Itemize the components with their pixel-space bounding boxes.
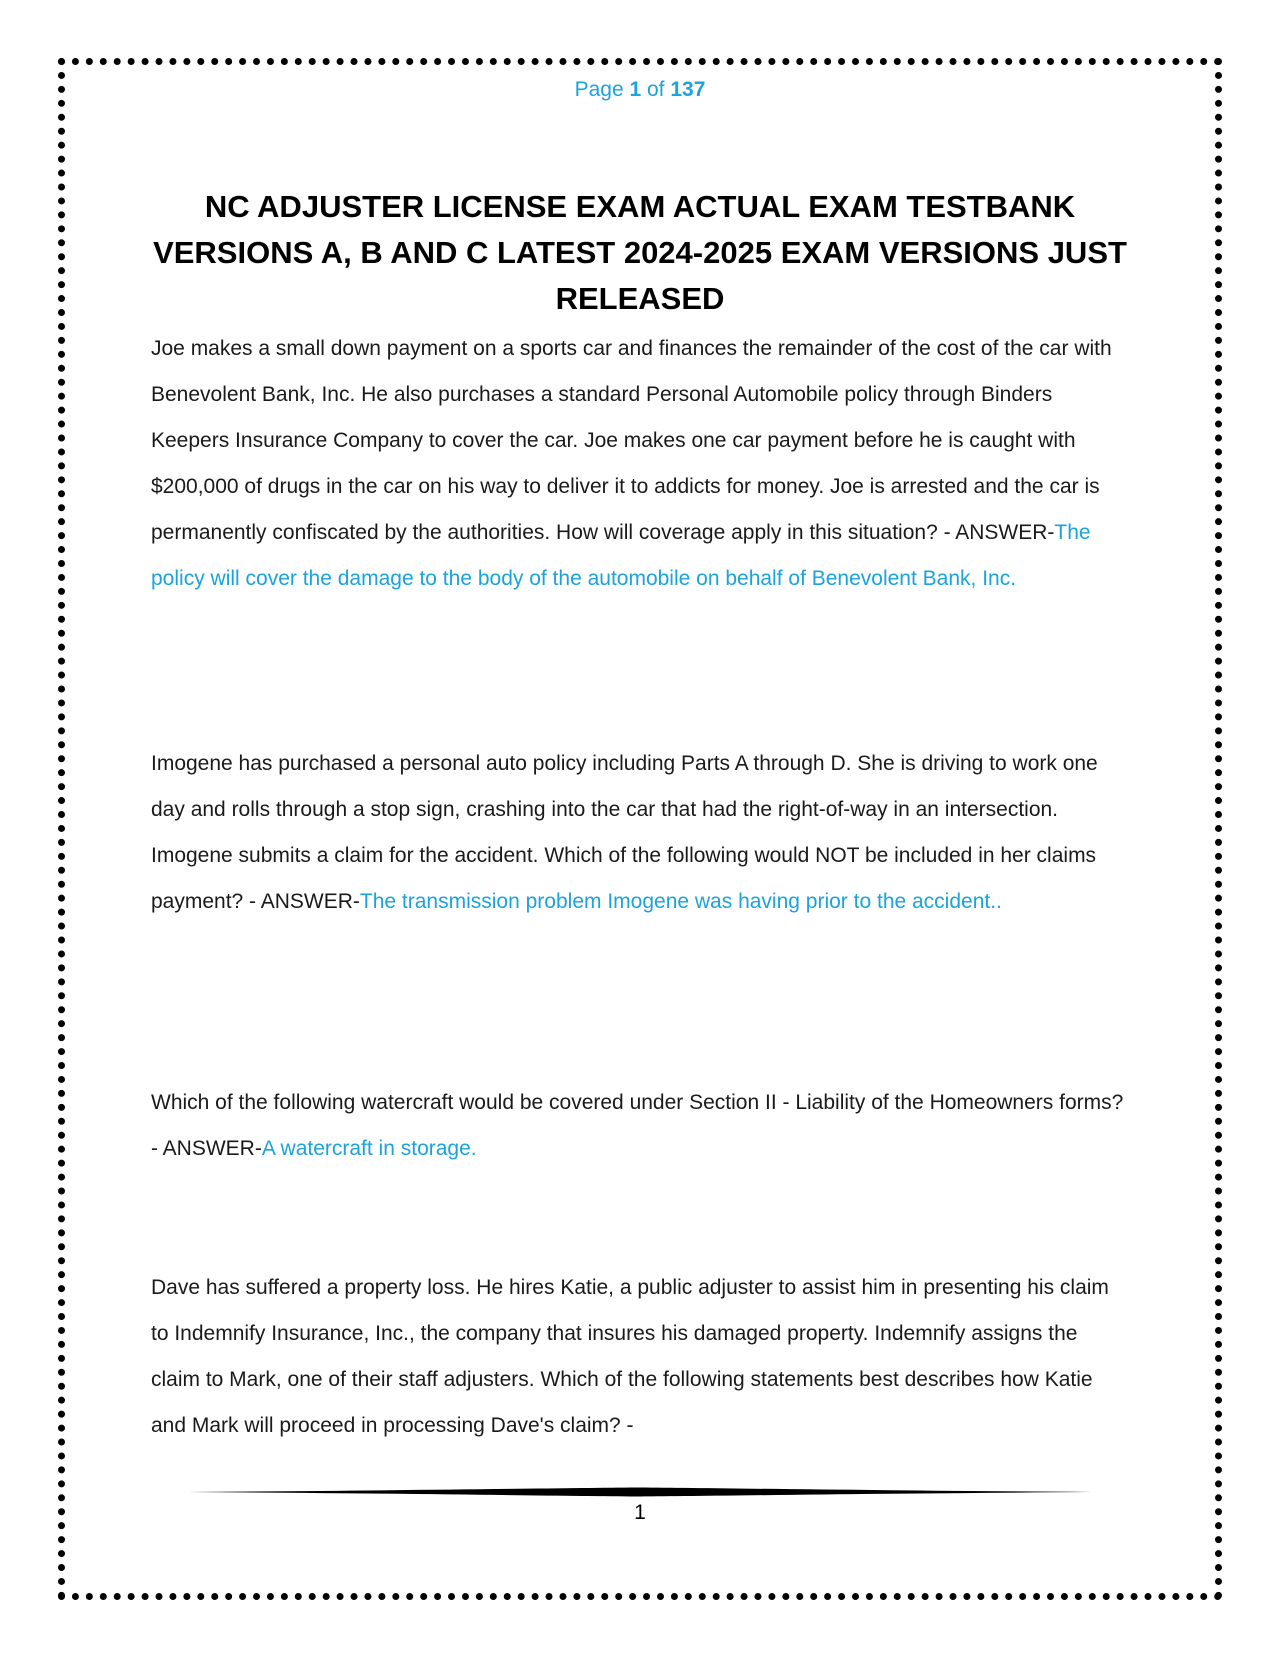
- current-page-number: 1: [629, 78, 642, 101]
- page-prefix: Page: [574, 78, 624, 101]
- footer-page-number: 1: [634, 1501, 646, 1524]
- question-text: Dave has suffered a property loss. He hires Katie, a public adjuster to assist him in presenting his claim to Indemnify Insurance, Inc., the company that insures his damaged property. Indemnify assigns the claim to Mark, one of their staff adjusters. Which of the following statements best describes how Katie and Mark will proceed in processing Dave's claim? -: [151, 1276, 1109, 1437]
- page-counter: [0, 78, 1280, 102]
- question-block: [151, 1080, 1131, 1172]
- answer-text: The policy will cover the damage to the body of the automobile on behalf of Benevolent Bank, Inc.: [151, 521, 1091, 590]
- footer-divider: [188, 1487, 1092, 1497]
- document-title: NC ADJUSTER LICENSE EXAM ACTUAL EXAM TESTBANK VERSIONS A, B AND C LATEST 2024-2025 EXAM VERSIONS JUST RELEASED: [153, 189, 1127, 316]
- page-of-label: of: [647, 78, 665, 101]
- question-text: Joe makes a small down payment on a sports car and finances the remainder of the cost of the car with Benevolent Bank, Inc. He also purchases a standard Personal Automobile policy through Binders Keepers Insurance Company to cover the car. Joe makes one car payment before he is caught with $200,000 of drugs in the car on his way to deliver it to addicts for money. Joe is arrested and the car is permanently confiscated by the authorities. How will coverage apply in this situation? - ANSWER-: [151, 337, 1112, 544]
- question-text: Which of the following watercraft would be covered under Section II - Liability of the Homeowners forms? - ANSWER-: [151, 1091, 1124, 1160]
- answer-text: The transmission problem Imogene was having prior to the accident..: [359, 890, 1002, 913]
- question-block: [151, 741, 1131, 925]
- question-block: [151, 326, 1131, 602]
- total-pages-number: 137: [670, 78, 706, 101]
- question-block: [151, 1265, 1131, 1449]
- answer-text: A watercraft in storage.: [261, 1137, 477, 1160]
- question-text: Imogene has purchased a personal auto policy including Parts A through D. She is driving to work one day and rolls through a stop sign, crashing into the car that had the right-of-way in an intersection. Imogene submits a claim for the accident. Which of the following would NOT be included in her claims payment? - ANSWER-: [151, 752, 1098, 913]
